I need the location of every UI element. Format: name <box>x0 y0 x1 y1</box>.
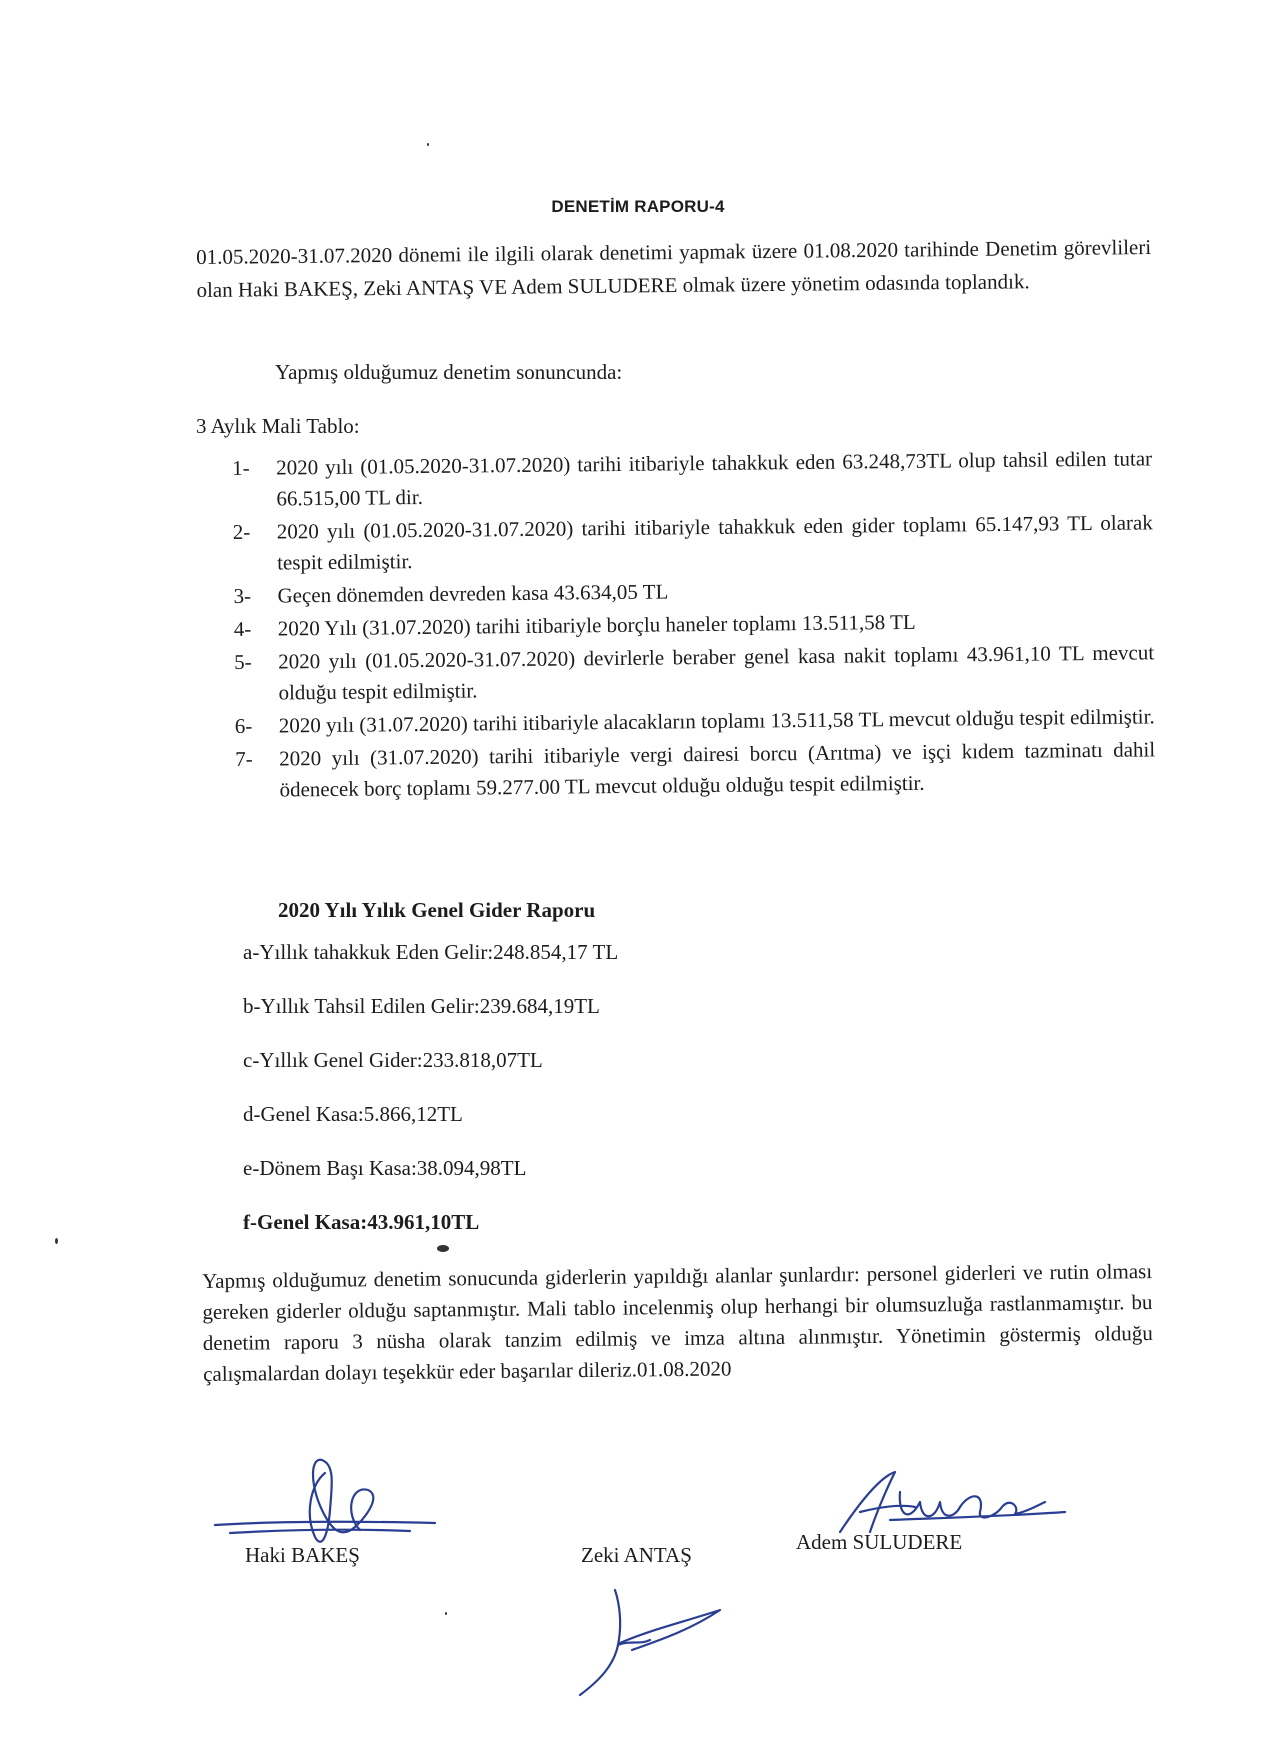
finding-text: 2020 yılı (31.07.2020) tarihi itibariyle alacakların toplamı 13.511,58 TL mevcut olduğu tespit edilmiştir. <box>278 704 1155 738</box>
finding-item <box>233 507 1154 579</box>
signatory-name: Adem SULUDERE <box>796 1530 963 1554</box>
finding-text: 2020 Yılı (31.07.2020) tarihi itibariyle borçlu haneler toplamı 13.511,58 TL <box>277 609 916 641</box>
annual-item: c-Yıllık Genel Gider:233.818,07TL <box>243 1048 543 1072</box>
finding-number: 6- <box>234 713 253 738</box>
finding-text: 2020 yılı (01.05.2020-31.07.2020) tarihi itibariyle tahakkuk eden 63.248,73TL olup tahsil edilen tutar 66.515,00 TL dir. <box>276 446 1153 511</box>
finding-number: 5- <box>234 649 252 674</box>
lead-sentence: Yapmış olduğumuz denetim sonuncunda: <box>275 360 623 384</box>
ink-speck <box>445 1612 447 1615</box>
finding-number: 3- <box>233 583 252 608</box>
findings-list <box>232 443 1156 808</box>
finding-text: 2020 yılı (01.05.2020-31.07.2020) tarihi itibariyle tahakkuk eden gider toplamı 65.147,93 TL olarak tespit edilmiştir. <box>276 510 1153 575</box>
report-title: DENETİM RAPORU-4 <box>551 197 725 216</box>
finding-number: 1- <box>232 455 250 480</box>
annual-item: e-Dönem Başı Kasa:38.094,98TL <box>243 1156 527 1180</box>
annual-report-title: 2020 Yılı Yılık Genel Gider Raporu <box>278 898 596 922</box>
annual-item-total: f-Genel Kasa:43.961,10TL <box>243 1210 480 1234</box>
ink-speck <box>437 1245 449 1252</box>
finding-item <box>234 637 1155 709</box>
finding-text: 2020 yılı (31.07.2020) tarihi itibariyle vergi dairesi borcu (Arıtma) ve işçi kıdem tazminatı dahil ödenecek borç toplamı 59.277.00 TL mevcut olduğu olduğu tespit edilmiştir. <box>279 737 1156 802</box>
ink-speck <box>55 1238 58 1244</box>
annual-item: b-Yıllık Tahsil Edilen Gelir:239.684,19TL <box>243 994 600 1018</box>
finding-text: Geçen dönemden devreden kasa 43.634,05 TL <box>277 579 669 608</box>
mali-tablo-label: 3 Aylık Mali Tablo: <box>196 414 360 438</box>
finding-item <box>235 734 1156 806</box>
closing-paragraph: Yapmış olduğumuz denetim sonucunda giderlerin yapıldığı alanlar şunlardır: personel giderleri ve rutin olması gereken giderler olduğu saptanmıştır. Mali tablo incelenmiş olup herhangi bir olumsuzluğa rastlanmamıştır. bu denetim raporu 3 nüsha olarak tanzim edilmiş ve imza altına alınmıştır. Yönetimin göstermiş olduğu çalışmalardan dolayı teşekkür eder başarılar dileriz.01.08.2020 <box>202 1259 1153 1386</box>
annual-item: a-Yıllık tahakkuk Eden Gelir:248.854,17 TL <box>243 940 619 964</box>
finding-number: 7- <box>235 746 253 771</box>
signatory-name: Haki BAKEŞ <box>245 1543 360 1567</box>
finding-text: 2020 yılı (01.05.2020-31.07.2020) devirlerle beraber genel kasa nakit toplamı 43.961,10 TL mevcut olduğu tespit edilmiştir. <box>278 640 1155 705</box>
finding-item <box>232 443 1153 515</box>
intro-paragraph: 01.05.2020-31.07.2020 dönemi ile ilgili olarak denetimi yapmak üzere 01.08.2020 tarihinde Denetim görevlileri olan Haki BAKEŞ, Zeki ANTAŞ VE Adem SULUDERE olmak üzere yönetim odasında toplandık. <box>196 234 1152 302</box>
finding-number: 2- <box>232 519 251 544</box>
finding-number: 4- <box>233 616 252 641</box>
ink-speck <box>427 143 429 146</box>
annual-summary-list <box>243 938 618 1262</box>
signature-zeki <box>560 1585 730 1705</box>
annual-item: d-Genel Kasa:5.866,12TL <box>243 1102 463 1126</box>
signatory-name: Zeki ANTAŞ <box>581 1543 692 1567</box>
